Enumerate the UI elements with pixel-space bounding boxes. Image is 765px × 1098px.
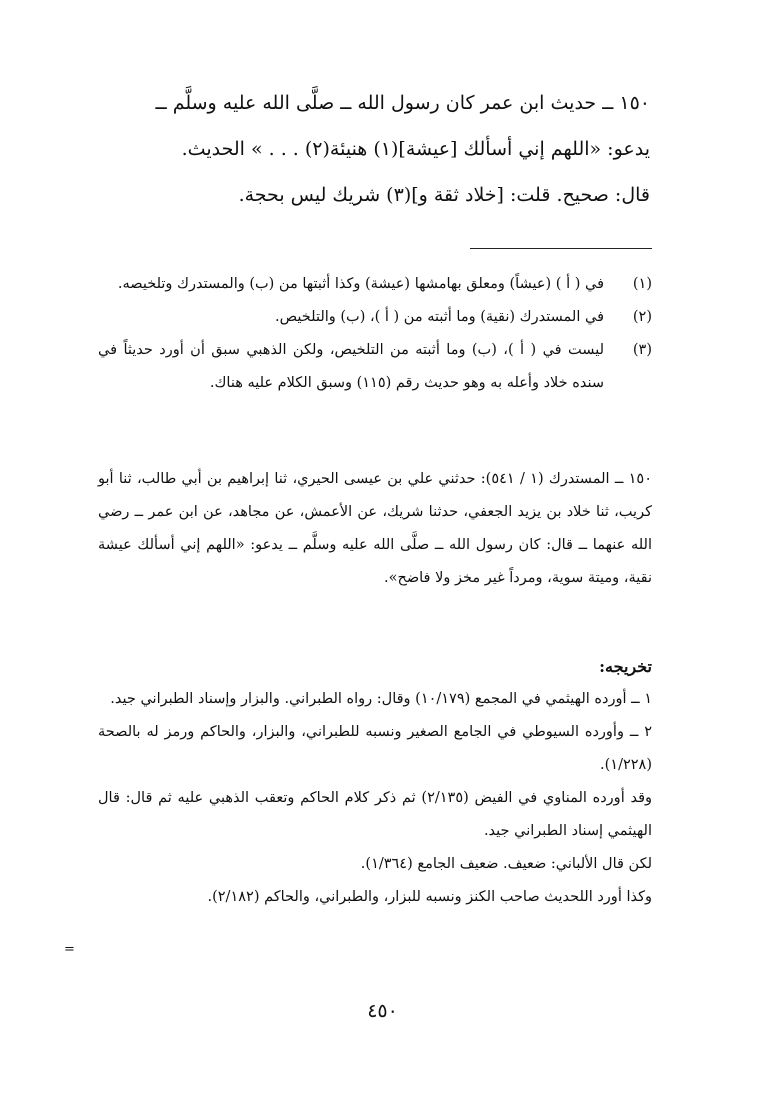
footnote-text: في المستدرك (نقية) وما أثبته من ( أ )، (ب) والتلخيص. [275, 309, 604, 325]
footnotes [98, 268, 652, 400]
page-number: ٤٥٠ [367, 1000, 398, 1022]
takhrij-paragraph: ١ ــ أورده الهيثمي في المجمع (١٠/١٧٩) وقال: رواه الطبراني. والبزار وإسناد الطبراني جيد. [110, 691, 652, 707]
continuation-mark: = [64, 942, 75, 957]
footnote-text: ليست في ( أ )، (ب) وما أثبته من التلخيص، ولكن الذهبي سبق أن أورد حديثاً في سنده خلاد وأعله به وهو حديث رقم (١١٥) وسبق الكلام عليه هناك. [98, 342, 604, 391]
footnote-number: (٢) [632, 309, 652, 325]
footnote-number: (١) [632, 276, 652, 292]
takhrij-paragraph: لكن قال الألباني: ضعيف. ضعيف الجامع (١/٣٦٤). [360, 856, 652, 872]
takhrij-section [98, 650, 652, 914]
isnad-paragraph: ١٥٠ ــ المستدرك (١ / ٥٤١): حدثني علي بن عيسى الحيري، ثنا إبراهيم بن أبي طالب، ثنا أبو كريب، ثنا خلاد بن يزيد الجعفي، حدثنا شريك، عن الأعمش، عن مجاهد، عن ابن عمر ــ رضي الله عنهما ــ قال: كان رسول الله ــ صلَّى الله عليه وسلَّم ــ يدعو: «اللهم إني أسألك عيشة نقية، وميتة سوية، ومرداً غير مخز ولا فاضح». [98, 471, 653, 586]
main-hadith-entry [105, 80, 650, 218]
takhrij-heading: تخريجه: [599, 657, 652, 676]
footnote-text: في ( أ ) (عيشاً) ومعلق بهامشها (عيشة) وكذا أثبتها من (ب) والمستدرك وتلخيصه. [117, 276, 604, 292]
footnote-3 [98, 334, 652, 400]
hadith-line-1: ١٥٠ ــ حديث ابن عمر كان رسول الله ــ صلَّى الله عليه وسلَّم ــ [155, 92, 650, 114]
footnote-divider [470, 248, 652, 249]
takhrij-paragraph: ٢ ــ وأورده السيوطي في الجامع الصغير ونسبه للطبراني، والبزار، والحاكم ورمز له بالصحة (١/٢٢٨). [98, 724, 652, 773]
hadith-line-2: يدعو: «اللهم إني أسألك [عيشة](١) هنيئة(٢) . . . » الحديث. [181, 138, 650, 160]
footnote-2 [98, 301, 652, 334]
footnote-number: (٣) [632, 342, 652, 358]
footnote-1 [98, 268, 652, 301]
hadith-line-3: قال: صحيح. قلت: [خلاد ثقة و](٣) شريك ليس بحجة. [238, 184, 650, 206]
takhrij-paragraph: وقد أورده المناوي في الفيض (٢/١٣٥) ثم ذكر كلام الحاكم وتعقب الذهبي عليه ثم قال: قال الهيثمي إسناد الطبراني جيد. [98, 790, 652, 839]
takhrij-paragraph: وكذا أورد اللحديث صاحب الكنز ونسبه للبزار، والطبراني، والحاكم (٢/١٨٢). [207, 889, 652, 905]
